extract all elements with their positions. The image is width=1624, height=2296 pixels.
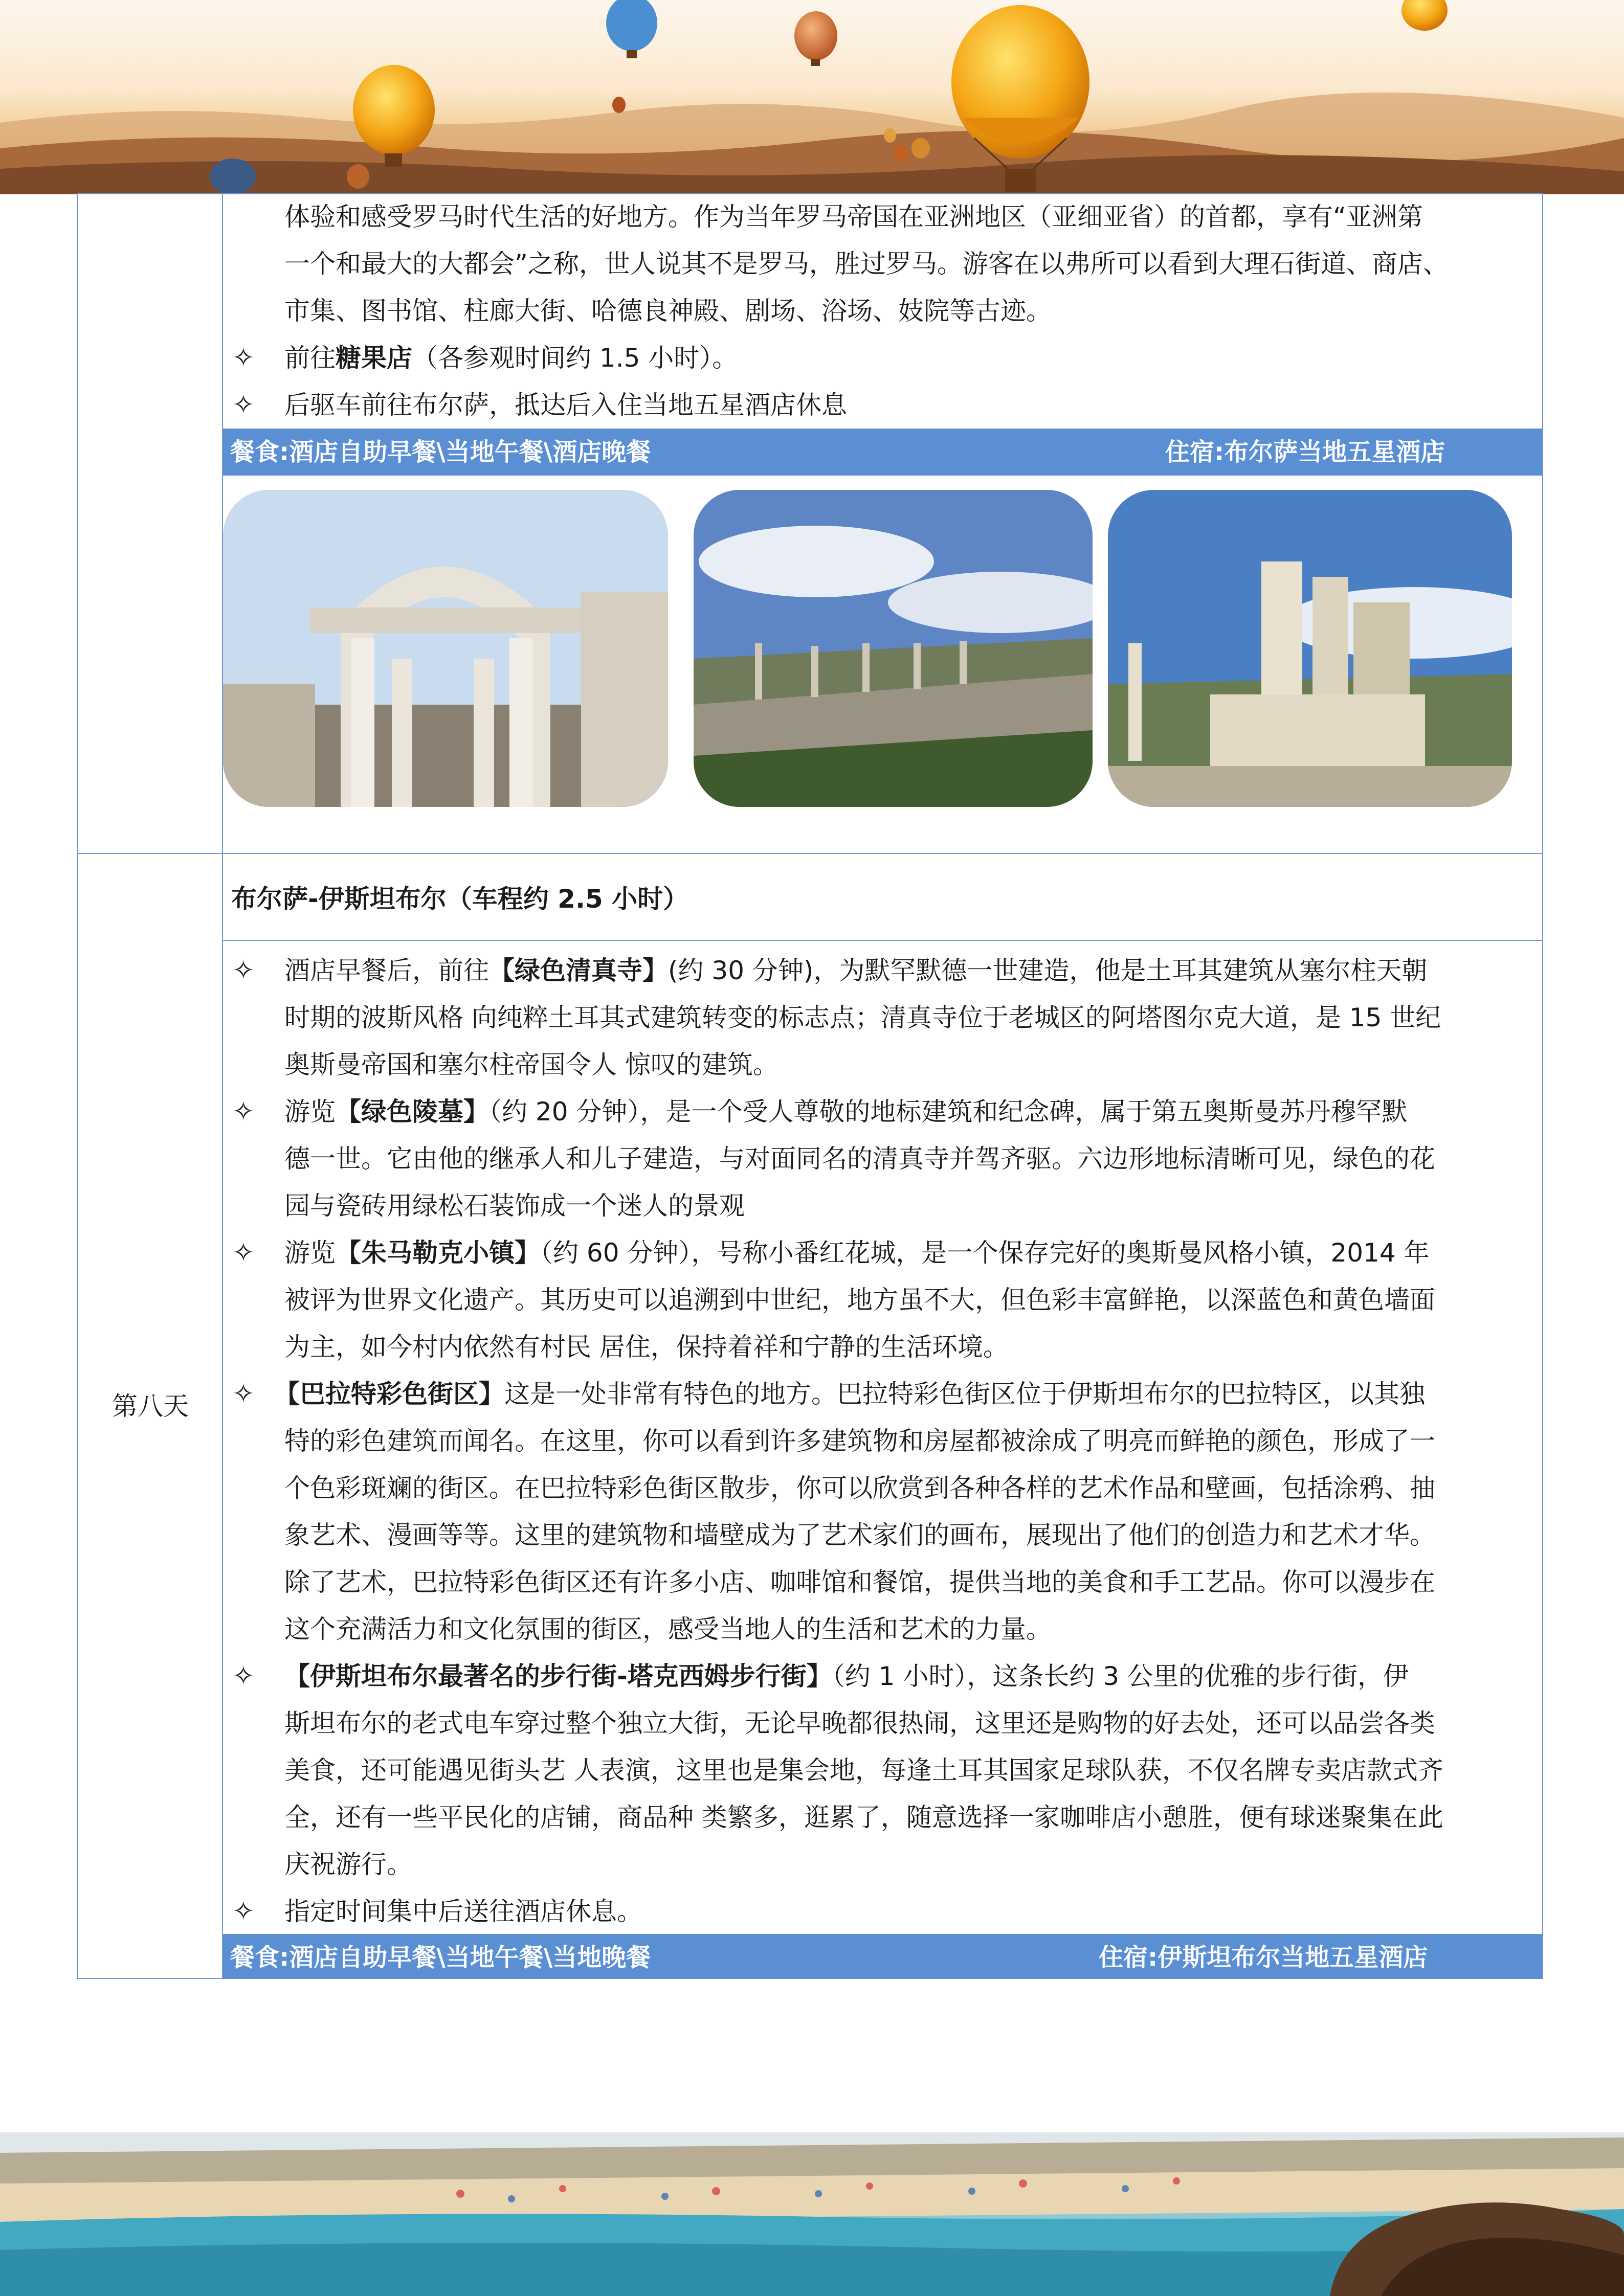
lodging-info: 住宿:布尔萨当地五星酒店 bbox=[1165, 438, 1445, 466]
bullet-pre: 游览 bbox=[284, 1238, 336, 1268]
bullet-bold: 【巴拉特彩色街区】 bbox=[274, 1379, 504, 1409]
balloon-small-2 bbox=[794, 11, 837, 66]
route-title: 布尔萨-伊斯坦布尔（车程约 2.5 小时） bbox=[231, 884, 689, 914]
bullet-line: 象艺术、漫画等等。这里的建筑物和墙壁成为了艺术家们的画布，展现出了他们的创造力和艺术才华。 bbox=[284, 1520, 1435, 1550]
bullet-line-text: （约 1 小时），这条长约 3 公里的优雅的步行街，伊 bbox=[832, 1661, 1409, 1691]
bullet-line-text: （约 60 分钟），号称小番红花城，是一个保存完好的奥斯曼风格小镇，2014 年 bbox=[540, 1238, 1430, 1268]
bullet-line: 为主，如今村内依然有村民 居住，保持着祥和宁静的生活环境。 bbox=[284, 1332, 1009, 1362]
bullet-star-icon: ✧ bbox=[232, 1379, 255, 1409]
bullet-pre: 酒店早餐后，前往 bbox=[284, 956, 489, 985]
ruins-monument-image bbox=[1108, 490, 1512, 807]
day8-content bbox=[223, 854, 1542, 1979]
ruins-street-image bbox=[694, 490, 1093, 807]
continued-line-3: 市集、图书馆、柱廊大街、哈德良神殿、剧场、浴场、妓院等古迹。 bbox=[284, 296, 1052, 326]
continued-line-1: 体验和感受罗马时代生活的好地方。作为当年罗马帝国在亚洲地区（亚细亚省）的首都，享有“亚洲第 bbox=[284, 202, 1423, 232]
day-label: 第八天 bbox=[112, 1391, 189, 1421]
bullet-line-text: 这是一处非常有特色的地方。巴拉特彩色街区位于伊斯坦布尔的巴拉特区，以其独 bbox=[504, 1379, 1425, 1409]
bullet-line: 斯坦布尔的老式电车穿过整个独立大街，无论早晚都很热闹，这里还是购物的好去处，还可以品尝各类 bbox=[284, 1708, 1435, 1738]
bullet-candy-post: （各参观时间约 1.5 小时）。 bbox=[412, 343, 738, 373]
bullet-candy-store-text bbox=[284, 334, 1524, 381]
bullet-bold: 【朱马勒克小镇】 bbox=[336, 1238, 540, 1268]
bullet-line-text: （约 20 分钟），是一个受人尊敬的地标建筑和纪念碑，属于第五奥斯曼苏丹穆罕默 bbox=[489, 1097, 1408, 1127]
balloon-small-3 bbox=[1401, 0, 1448, 31]
bullet-line: 个色彩斑斓的街区。在巴拉特彩色街区散步，你可以欣赏到各种各样的艺术作品和壁画，包括涂鸦、抽 bbox=[284, 1473, 1435, 1503]
bullet-line: 美食，还可能遇见街头艺 人表演，这里也是集会地，每逢土耳其国家足球队获，不仅名牌专卖店款式齐 bbox=[284, 1755, 1443, 1785]
balloon-landscape-illustration bbox=[0, 0, 1624, 194]
photo-ephesus-hadrian-temple bbox=[223, 490, 668, 807]
bullet-line bbox=[284, 947, 1524, 994]
day-content-continued bbox=[223, 194, 1542, 854]
bullet-line bbox=[284, 1229, 1524, 1276]
bullet-line: 庆祝游行。 bbox=[284, 1850, 412, 1879]
bullet-star-icon: ✧ bbox=[232, 955, 255, 986]
bullet-line: 园与瓷砖用绿松石装饰成一个迷人的景观 bbox=[284, 1191, 745, 1221]
bullet-line bbox=[284, 1653, 1524, 1700]
continued-line-2: 一个和最大的大都会”之称，世人说其不是罗马，胜过罗马。游客在以弗所可以看到大理石街道、商店、 bbox=[284, 249, 1449, 279]
route-divider bbox=[223, 940, 1542, 941]
bullet-line bbox=[274, 1370, 1524, 1417]
bullet-line: 德一世。它由他的继承人和儿子建造，与对面同名的清真寺并驾齐驱。六边形地标清晰可见，绿色的花 bbox=[284, 1144, 1435, 1174]
meal-info: 餐食:酒店自助早餐\当地午餐\酒店晚餐 bbox=[230, 438, 651, 466]
bullet-line: 特的彩色建筑而闻名。在这里，你可以看到许多建筑物和房屋都被涂成了明亮而鲜艳的颜色，形成了一 bbox=[284, 1426, 1435, 1456]
beach-illustration bbox=[0, 2132, 1624, 2296]
meal-lodging-bar-1 bbox=[223, 429, 1542, 476]
bullet-candy-bold: 糖果店 bbox=[336, 343, 412, 373]
bullet-line: 这个充满活力和文化氛围的街区，感受当地人的生活和艺术的力量。 bbox=[284, 1614, 1052, 1644]
bullet-bold: 【伊斯坦布尔最著名的步行街-塔克西姆步行街】 bbox=[284, 1661, 832, 1691]
bullet-star-icon: ✧ bbox=[232, 1661, 255, 1692]
ruins-arch-image bbox=[223, 490, 668, 807]
bottom-banner-beach bbox=[0, 2132, 1624, 2296]
bullet-green-tomb-text bbox=[284, 1088, 1524, 1229]
day-column-day8 bbox=[78, 854, 223, 1979]
bullet-drive-bursa-text: 后驱车前往布尔萨，抵达后入住当地五星酒店休息 bbox=[284, 390, 847, 420]
meal-lodging-bar-2 bbox=[223, 1934, 1542, 1979]
bullet-star-icon: ✧ bbox=[232, 1237, 255, 1268]
bullet-star-icon: ✧ bbox=[232, 390, 255, 420]
bullet-line: 时期的波斯风格 向纯粹土耳其式建筑转变的标志点；清真寺位于老城区的阿塔图尔克大道，是 15 世纪 bbox=[284, 1003, 1441, 1032]
bullet-return-hotel-text: 指定时间集中后送往酒店休息。 bbox=[284, 1897, 642, 1926]
bullet-bold: 【绿色清真寺】 bbox=[489, 956, 668, 985]
bullet-bold: 【绿色陵墓】 bbox=[336, 1097, 489, 1127]
itinerary-table bbox=[77, 193, 1543, 1979]
bullet-line: 除了艺术，巴拉特彩色街区还有许多小店、咖啡馆和餐馆，提供当地的美食和手工艺品。你可以漫步在 bbox=[284, 1567, 1435, 1597]
lodging-info: 住宿:伊斯坦布尔当地五星酒店 bbox=[1099, 1943, 1428, 1972]
bullet-line: 奥斯曼帝国和塞尔柱帝国令人 惊叹的建筑。 bbox=[284, 1050, 778, 1079]
bullet-star-icon: ✧ bbox=[232, 1096, 255, 1127]
photo-ephesus-colonnade bbox=[694, 490, 1093, 807]
top-banner-balloons bbox=[0, 0, 1624, 194]
bullet-line-text: (约 30 分钟)，为默罕默德一世建造，他是土耳其建筑从塞尔柱天朝 bbox=[668, 956, 1428, 985]
bullet-balat-text bbox=[274, 1370, 1524, 1653]
bullet-pre: 游览 bbox=[284, 1097, 336, 1127]
bullet-star-icon: ✧ bbox=[232, 1896, 255, 1927]
bullet-green-mosque-text bbox=[284, 947, 1524, 1088]
day-column-continued bbox=[78, 194, 223, 854]
bullet-line: 被评为世界文化遗产。其历史可以追溯到中世纪，地方虽不大，但色彩丰富鲜艳，以深蓝色和黄色墙面 bbox=[284, 1285, 1435, 1315]
bullet-star-icon: ✧ bbox=[232, 343, 255, 373]
photo-ephesus-ruins-monument bbox=[1108, 490, 1512, 807]
meal-info: 餐食:酒店自助早餐\当地午餐\当地晚餐 bbox=[230, 1943, 651, 1972]
bullet-cumalikizik-text bbox=[284, 1229, 1524, 1370]
bullet-istiklal-text bbox=[284, 1653, 1524, 1888]
bullet-line bbox=[284, 1088, 1524, 1135]
bullet-line: 全，还有一些平民化的店铺，商品种 类繁多，逛累了，随意选择一家咖啡店小憩胜，便有球迷聚集在此 bbox=[284, 1803, 1443, 1832]
bullet-candy-pre: 前往 bbox=[284, 343, 336, 373]
balloon-small-1 bbox=[606, 0, 657, 58]
